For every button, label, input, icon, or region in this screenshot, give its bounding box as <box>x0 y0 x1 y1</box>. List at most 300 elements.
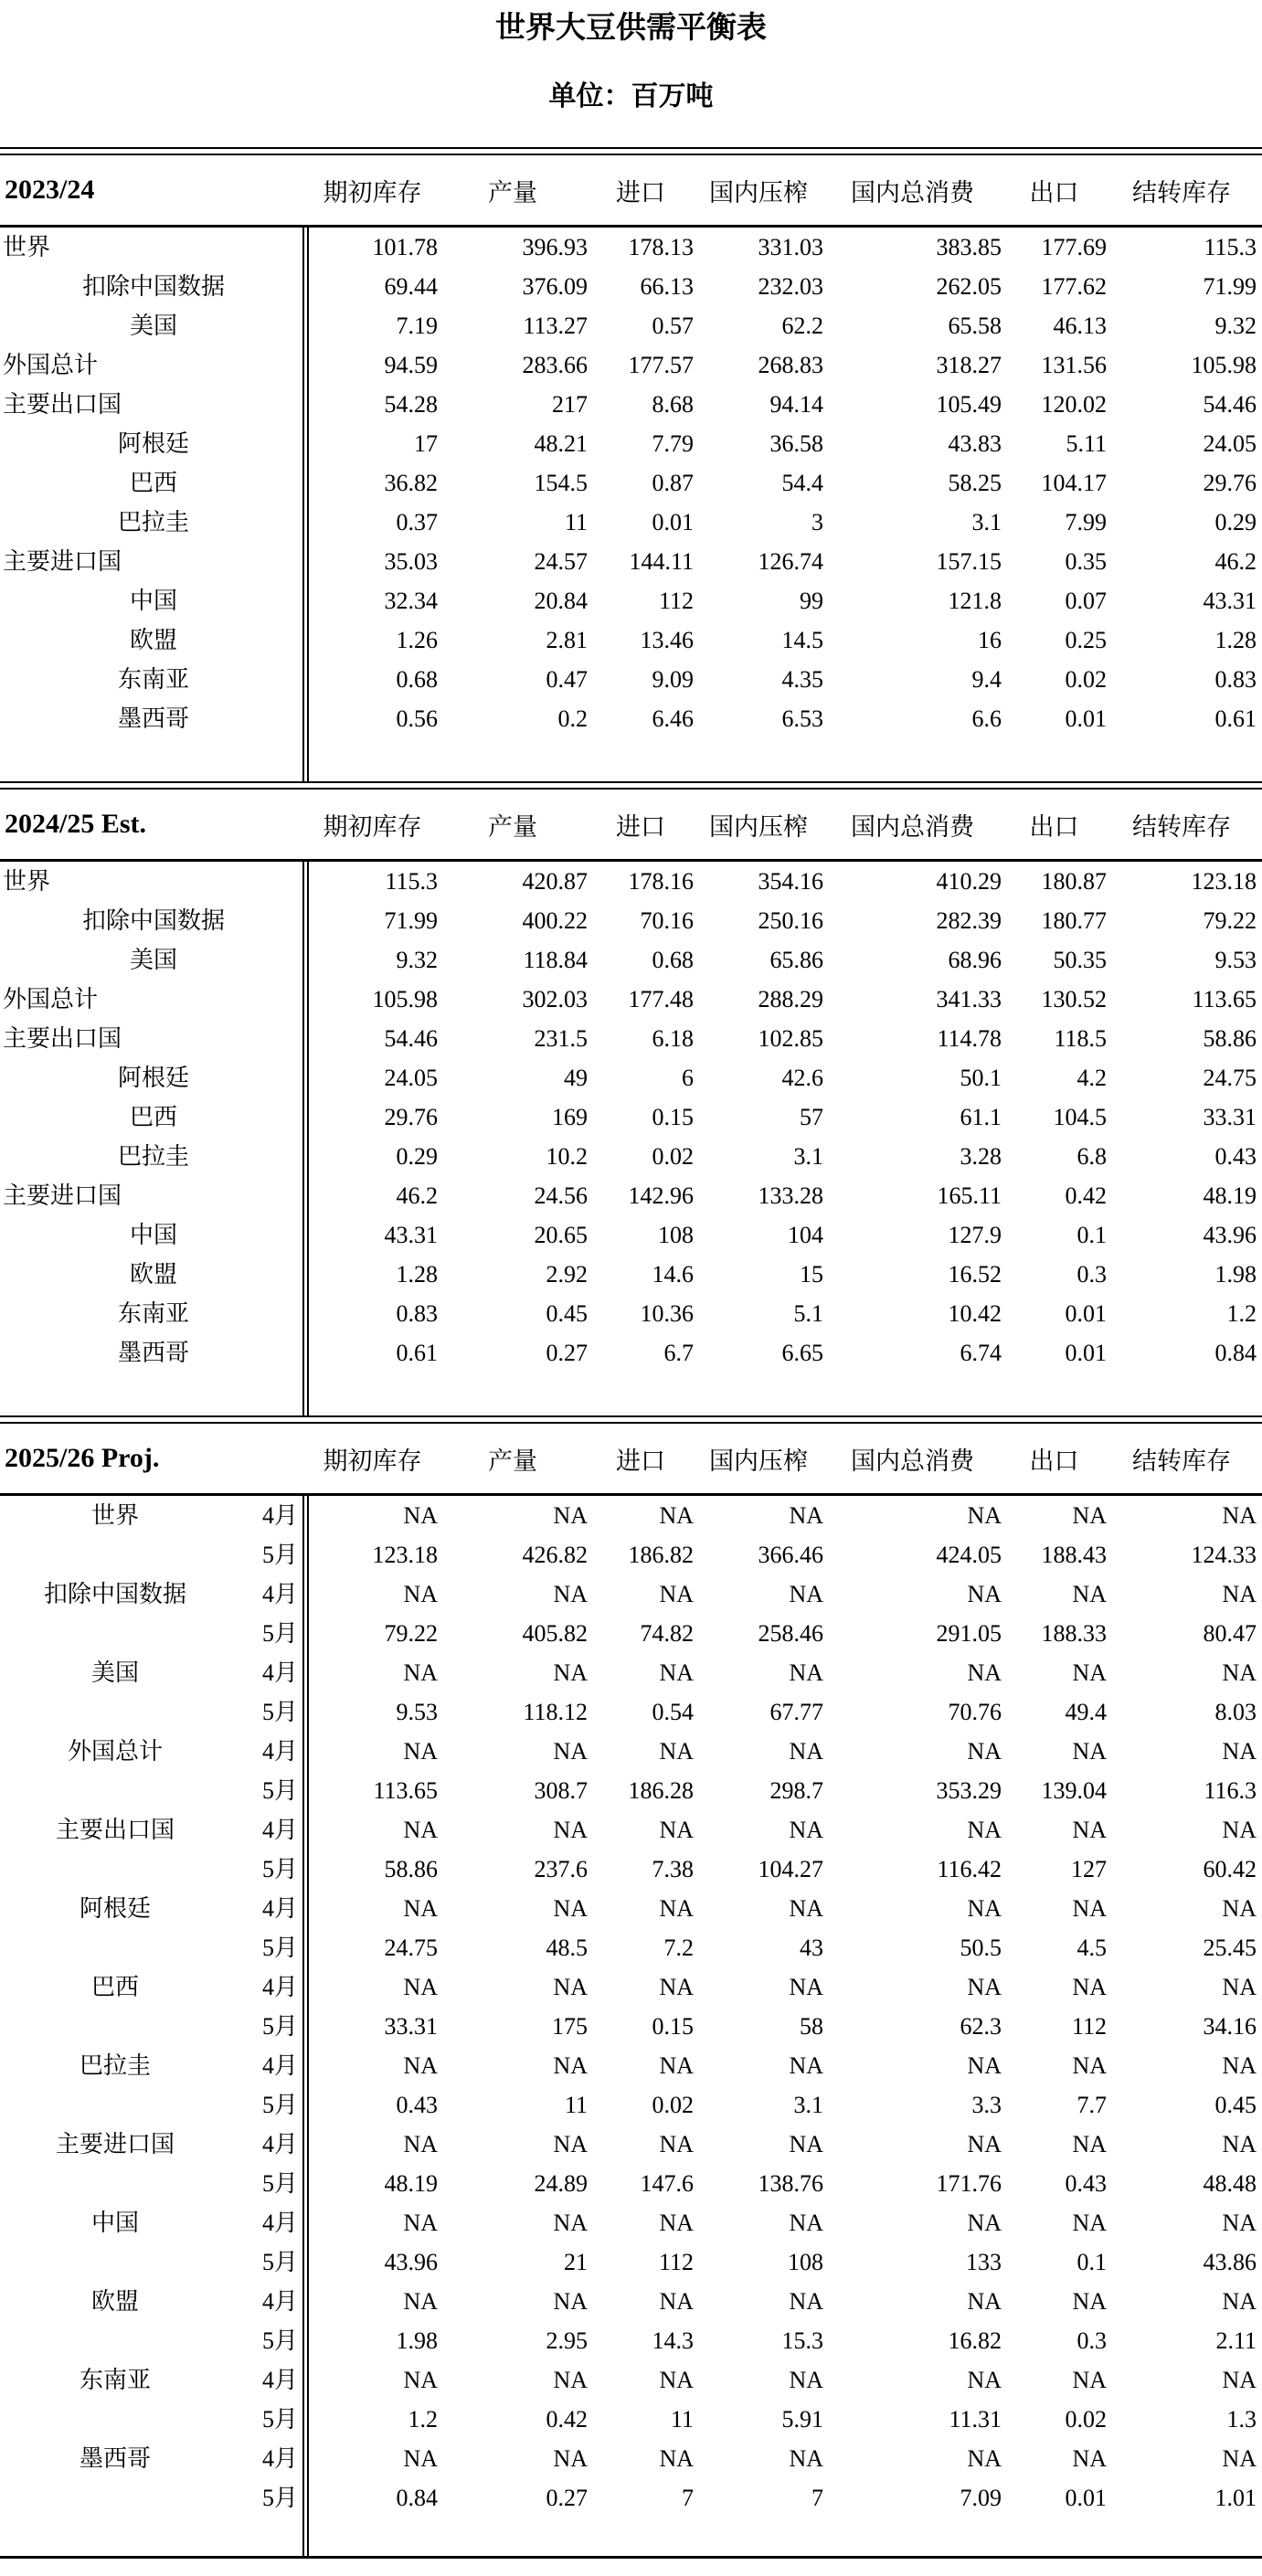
table-row <box>0 542 1257 581</box>
label-column-divider <box>302 1496 309 2556</box>
cell-value: 6.7 <box>663 1340 694 1366</box>
cell-value: NA <box>1222 1581 1257 1607</box>
cell-value: 0.15 <box>652 2013 694 2040</box>
cell-value: 268.83 <box>758 352 823 378</box>
cell-value: 34.16 <box>1203 2013 1257 2040</box>
row-label-cell <box>0 2400 307 2439</box>
cell-value: NA <box>1072 2445 1107 2472</box>
cell-value: NA <box>553 1817 588 1843</box>
cell-value: NA <box>659 1974 694 2000</box>
month-label: 4月 <box>261 2445 298 2472</box>
cell-value: NA <box>1222 2052 1257 2079</box>
table-row <box>0 2400 1257 2439</box>
column-header: 进口 <box>616 1447 665 1475</box>
cell-value: NA <box>403 2367 438 2393</box>
cell-value: 7.38 <box>652 1856 694 1882</box>
cell-value: 24.05 <box>384 1065 438 1091</box>
cell-value: 5.91 <box>781 2406 823 2433</box>
row-label: 扣除中国数据 <box>81 907 225 934</box>
cell-value: 9.09 <box>652 666 694 693</box>
cell-value: NA <box>553 2052 588 2079</box>
cell-value: 118.5 <box>1054 1025 1107 1052</box>
cell-value: NA <box>403 1502 438 1529</box>
column-header: 期初库存 <box>323 1447 422 1475</box>
cell-value: 308.7 <box>534 1777 588 1804</box>
cell-value: 0.2 <box>557 705 588 732</box>
cell-value: 118.84 <box>523 947 588 973</box>
cell-value: 46.2 <box>1214 548 1257 575</box>
row-label <box>0 2478 230 2518</box>
cell-value: 99 <box>800 588 823 614</box>
table-row <box>0 620 1257 660</box>
cell-value: NA <box>403 2052 438 2079</box>
cell-value: 178.13 <box>628 234 694 260</box>
row-label: 阿根廷 <box>117 1065 189 1091</box>
cell-value: 62.3 <box>960 2013 1002 2040</box>
month-label: 5月 <box>261 2170 298 2197</box>
cell-value: NA <box>967 2367 1002 2393</box>
row-label-cell <box>0 1771 307 1810</box>
table-row <box>0 1097 1257 1137</box>
cell-value: 318.27 <box>936 352 1002 378</box>
cell-value: 24.89 <box>534 2170 588 2197</box>
month-label: 5月 <box>261 2327 298 2354</box>
cell-value: NA <box>967 1738 1002 1765</box>
cell-value: 177.69 <box>1041 234 1107 260</box>
cell-value: 48.48 <box>1203 2170 1257 2197</box>
cell-value: 7 <box>682 2485 694 2511</box>
cell-value: 7.79 <box>652 430 694 457</box>
cell-value: NA <box>1222 1974 1257 2000</box>
cell-value: 29.76 <box>1203 470 1257 496</box>
table-row <box>0 1928 1257 1967</box>
row-label <box>0 1771 230 1810</box>
row-label: 主要出口国 <box>3 1025 122 1052</box>
cell-value: 43 <box>800 1935 823 1961</box>
month-label: 4月 <box>261 2367 298 2393</box>
cell-value: 104 <box>788 1222 823 1248</box>
unit-label: 单位：百万吨 <box>548 81 714 111</box>
cell-value: 58.86 <box>1203 1025 1257 1052</box>
cell-value: NA <box>1072 2052 1107 2079</box>
row-label: 欧盟 <box>129 1261 177 1288</box>
cell-value: NA <box>1222 2288 1257 2315</box>
cell-value: 43.31 <box>384 1222 438 1248</box>
cell-value: 43.31 <box>1203 588 1257 614</box>
cell-value: 16.52 <box>948 1261 1002 1288</box>
cell-value: 108 <box>788 2249 823 2275</box>
table-row <box>0 1771 1257 1810</box>
cell-value: 0.01 <box>1065 1300 1107 1327</box>
cell-value: NA <box>553 1659 588 1686</box>
cell-value: 66.13 <box>640 273 694 300</box>
cell-value: NA <box>1072 2131 1107 2157</box>
cell-value: NA <box>789 1974 823 2000</box>
month-label: 4月 <box>261 1895 298 1922</box>
cell-value: 2.11 <box>1215 2327 1257 2354</box>
cell-value: 15 <box>800 1261 823 1288</box>
cell-value: 7.99 <box>1065 509 1107 535</box>
cell-value: 0.61 <box>396 1340 438 1366</box>
row-label-cell <box>0 2125 307 2164</box>
cell-value: NA <box>1072 2367 1107 2393</box>
label-column-divider <box>302 228 309 781</box>
cell-value: NA <box>789 2288 823 2315</box>
row-label <box>0 2400 230 2439</box>
cell-value: NA <box>403 1659 438 1686</box>
cell-value: NA <box>1222 1895 1257 1922</box>
cell-value: NA <box>1222 1659 1257 1686</box>
cell-value: 54.28 <box>384 391 438 418</box>
cell-value: 123.18 <box>1191 868 1257 895</box>
table-row <box>0 306 1257 345</box>
cell-value: 7.19 <box>396 313 438 339</box>
cell-value: NA <box>553 1738 588 1765</box>
cell-value: 0.29 <box>396 1143 438 1170</box>
cell-value: NA <box>403 2131 438 2157</box>
cell-value: 8.03 <box>1214 1699 1257 1725</box>
cell-value: NA <box>1222 2210 1257 2236</box>
cell-value: 115.3 <box>1204 234 1257 260</box>
row-label: 美国 <box>90 1659 139 1686</box>
table-row <box>0 901 1257 940</box>
cell-value: 113.65 <box>1192 986 1257 1012</box>
cell-value: 46.2 <box>396 1182 438 1209</box>
table-row <box>0 1574 1257 1614</box>
section-2024-25 <box>0 781 1262 1415</box>
cell-value: NA <box>967 2288 1002 2315</box>
cell-value: 112 <box>658 2249 694 2275</box>
cell-value: NA <box>967 1895 1002 1922</box>
section-header-row <box>0 790 1257 859</box>
cell-value: NA <box>659 2210 694 2236</box>
cell-value: 4.2 <box>1076 1065 1107 1091</box>
cell-value: 0.1 <box>1076 2249 1107 2275</box>
section-body <box>0 862 1262 1415</box>
cell-value: 1.01 <box>1214 2485 1257 2511</box>
table-row <box>0 2046 1257 2085</box>
cell-value: 58.25 <box>948 470 1002 496</box>
table-row <box>0 1496 1257 1535</box>
cell-value: 7.7 <box>1076 2092 1107 2118</box>
cell-value: 298.7 <box>769 1777 823 1804</box>
month-label: 5月 <box>261 1856 298 1882</box>
row-label <box>0 1850 230 1889</box>
row-label: 世界 <box>90 1502 139 1529</box>
cell-value: 0.01 <box>1065 1340 1107 1366</box>
cell-value: 0.02 <box>1065 2406 1107 2433</box>
cell-value: 231.5 <box>534 1025 588 1052</box>
cell-value: NA <box>659 2445 694 2472</box>
row-label-cell <box>0 1496 307 1535</box>
cell-value: 24.05 <box>1203 430 1257 457</box>
month-label: 5月 <box>261 2249 298 2275</box>
cell-value: 0.07 <box>1065 588 1107 614</box>
cell-value: 68.96 <box>948 947 1002 973</box>
table-row <box>0 1019 1257 1058</box>
cell-value: 250.16 <box>758 907 823 934</box>
month-label: 4月 <box>261 2210 298 2236</box>
cell-value: 5.11 <box>1066 430 1107 457</box>
column-header: 期初库存 <box>323 178 422 207</box>
month-label: 5月 <box>261 1777 298 1804</box>
cell-value: 25.45 <box>1203 1935 1257 1961</box>
cell-value: 0.29 <box>1214 509 1257 535</box>
cell-value: 14.5 <box>781 627 823 653</box>
table-row <box>0 1810 1257 1850</box>
label-column-divider <box>302 862 309 1415</box>
cell-value: 7.2 <box>663 1935 694 1961</box>
cell-value: NA <box>967 1581 1002 1607</box>
row-label <box>0 1535 230 1574</box>
table-row <box>0 1255 1257 1294</box>
cell-value: NA <box>967 1817 1002 1843</box>
cell-value: 133 <box>966 2249 1002 2275</box>
cell-value: NA <box>659 2052 694 2079</box>
cell-value: 43.86 <box>1203 2249 1257 2275</box>
row-label-cell <box>0 1967 307 2007</box>
cell-value: 74.82 <box>640 1620 694 1647</box>
cell-value: 157.15 <box>936 548 1002 575</box>
cell-value: NA <box>789 2052 823 2079</box>
row-label-cell <box>0 1653 307 1692</box>
cell-value: 0.54 <box>652 1699 694 1725</box>
cell-value: 16 <box>978 627 1002 653</box>
cell-value: 67.77 <box>769 1699 823 1725</box>
cell-value: 165.11 <box>937 1182 1002 1209</box>
cell-value: 42.6 <box>781 1065 823 1091</box>
cell-value: NA <box>1222 1502 1257 1529</box>
cell-value: NA <box>789 1659 823 1686</box>
cell-value: 10.42 <box>948 1300 1002 1327</box>
table-row <box>0 267 1257 306</box>
cell-value: 4.35 <box>781 666 823 693</box>
cell-value: 0.61 <box>1214 705 1257 732</box>
table-row <box>0 345 1257 385</box>
row-label-cell <box>0 1574 307 1614</box>
cell-value: 0.47 <box>546 666 588 693</box>
cell-value: 14.3 <box>652 2327 694 2354</box>
table-row <box>0 2360 1257 2400</box>
cell-value: 94.59 <box>384 352 438 378</box>
cell-value: 0.68 <box>652 947 694 973</box>
cell-value: NA <box>967 1974 1002 2000</box>
balance-table <box>0 147 1262 2559</box>
table-row <box>0 503 1257 542</box>
cell-value: 0.84 <box>396 2485 438 2511</box>
cell-value: 49.4 <box>1065 1699 1107 1725</box>
cell-value: 71.99 <box>384 907 438 934</box>
row-label <box>0 2321 230 2360</box>
cell-value: NA <box>553 2210 588 2236</box>
section-top-rule <box>0 1415 1262 1424</box>
row-label <box>0 2007 230 2046</box>
cell-value: 353.29 <box>936 1777 1002 1804</box>
cell-value: NA <box>1072 1817 1107 1843</box>
column-header: 产量 <box>488 178 537 207</box>
cell-value: 50.35 <box>1053 947 1107 973</box>
row-label: 主要出口国 <box>55 1817 175 1843</box>
cell-value: 24.75 <box>1203 1065 1257 1091</box>
cell-value: 102.85 <box>758 1025 823 1052</box>
table-row <box>0 2007 1257 2046</box>
cell-value: 104.5 <box>1053 1104 1107 1130</box>
cell-value: 50.5 <box>960 1935 1002 1961</box>
cell-value: 71.99 <box>1203 273 1257 300</box>
cell-value: NA <box>1222 1817 1257 1843</box>
column-header: 进口 <box>616 178 665 207</box>
row-label <box>0 2085 230 2125</box>
row-label: 中国 <box>90 2210 139 2236</box>
cell-value: NA <box>553 2445 588 2472</box>
cell-value: 6.46 <box>652 705 694 732</box>
table-row <box>0 385 1257 424</box>
cell-value: 0.84 <box>1214 1340 1257 1366</box>
cell-value: NA <box>1072 1659 1107 1686</box>
column-header: 国内总消费 <box>851 178 974 207</box>
cell-value: 116.3 <box>1204 1777 1257 1804</box>
cell-value: 79.22 <box>384 1620 438 1647</box>
column-header: 进口 <box>616 812 665 841</box>
table-bottom-rule <box>0 2556 1262 2559</box>
month-label: 4月 <box>261 1502 298 1529</box>
row-label-cell <box>0 2164 307 2203</box>
cell-value: NA <box>403 1895 438 1922</box>
cell-value: 302.03 <box>522 986 588 1012</box>
cell-value: 57 <box>800 1104 823 1130</box>
cell-value: 0.43 <box>396 2092 438 2118</box>
cell-value: NA <box>789 2367 823 2393</box>
section-body <box>0 228 1262 781</box>
cell-value: NA <box>403 1817 438 1843</box>
row-label-cell <box>0 2360 307 2400</box>
cell-value: NA <box>1222 1738 1257 1765</box>
cell-value: 62.2 <box>781 313 823 339</box>
cell-value: 130.52 <box>1041 986 1107 1012</box>
cell-value: 6.65 <box>781 1340 823 1366</box>
cell-value: NA <box>659 1817 694 1843</box>
row-label: 欧盟 <box>129 627 177 653</box>
month-label: 4月 <box>261 1659 298 1686</box>
cell-value: NA <box>403 2445 438 2472</box>
cell-value: NA <box>789 1502 823 1529</box>
cell-value: 70.16 <box>640 907 694 934</box>
cell-value: 114.78 <box>937 1025 1002 1052</box>
cell-value: 405.82 <box>522 1620 588 1647</box>
month-label: 5月 <box>261 1542 298 1568</box>
cell-value: 29.76 <box>384 1104 438 1130</box>
cell-value: 48.19 <box>384 2170 438 2197</box>
column-header: 国内总消费 <box>851 1447 974 1475</box>
cell-value: 65.58 <box>948 313 1002 339</box>
row-label-cell <box>0 2321 307 2360</box>
column-header: 产量 <box>488 812 537 841</box>
cell-value: NA <box>659 1502 694 1529</box>
row-label: 外国总计 <box>3 352 99 378</box>
cell-value: 0.43 <box>1065 2170 1107 2197</box>
cell-value: 48.19 <box>1203 1182 1257 1209</box>
cell-value: 138.76 <box>758 2170 823 2197</box>
cell-value: 10.36 <box>640 1300 694 1327</box>
cell-value: 354.16 <box>758 868 823 895</box>
month-label: 5月 <box>261 1935 298 1961</box>
cell-value: 24.75 <box>384 1935 438 1961</box>
cell-value: 283.66 <box>522 352 588 378</box>
cell-value: 116.42 <box>937 1856 1002 1882</box>
row-label-cell <box>0 2439 307 2478</box>
cell-value: NA <box>1072 2288 1107 2315</box>
row-label-cell <box>0 1810 307 1850</box>
cell-value: 177.48 <box>628 986 694 1012</box>
cell-value: 217 <box>552 391 588 418</box>
cell-value: NA <box>967 2445 1002 2472</box>
row-label: 主要进口国 <box>55 2131 175 2157</box>
table-row <box>0 463 1257 503</box>
cell-value: 118.12 <box>523 1699 588 1725</box>
cell-value: 126.74 <box>758 548 823 575</box>
cell-value: 69.44 <box>384 273 438 300</box>
row-label: 外国总计 <box>67 1738 163 1765</box>
row-label: 外国总计 <box>3 986 99 1012</box>
table-row <box>0 1058 1257 1097</box>
cell-value: 0.02 <box>652 2092 694 2118</box>
table-row <box>0 424 1257 463</box>
row-label: 巴拉圭 <box>79 2052 151 2079</box>
cell-value: 113.65 <box>373 1777 438 1804</box>
row-label <box>0 2164 230 2203</box>
cell-value: NA <box>789 2445 823 2472</box>
cell-value: 124.33 <box>1191 1542 1257 1568</box>
month-label: 4月 <box>261 2052 298 2079</box>
cell-value: 3.1 <box>793 2092 823 2118</box>
row-label-cell <box>0 1889 307 1928</box>
page-title: 世界大豆供需平衡表 <box>495 12 767 45</box>
cell-value: 171.76 <box>936 2170 1002 2197</box>
cell-value: 376.09 <box>522 273 588 300</box>
table-row <box>0 2085 1257 2125</box>
cell-value: 6.53 <box>781 705 823 732</box>
row-label: 美国 <box>129 947 177 973</box>
section-period: 2023/24 <box>5 175 95 205</box>
month-label: 5月 <box>261 2092 298 2118</box>
column-header: 国内压榨 <box>709 812 808 841</box>
cell-value: 54.4 <box>781 470 823 496</box>
cell-value: NA <box>553 2131 588 2157</box>
row-label: 巴西 <box>90 1974 139 2000</box>
table-row <box>0 2242 1257 2282</box>
cell-value: 15.3 <box>781 2327 823 2354</box>
row-label: 美国 <box>129 313 177 339</box>
cell-value: 48.5 <box>546 1935 588 1961</box>
cell-value: 108 <box>658 1222 694 1248</box>
section-header-row <box>0 155 1257 225</box>
cell-value: 11 <box>564 2092 588 2118</box>
cell-value: NA <box>553 1974 588 2000</box>
cell-value: 7.09 <box>960 2485 1002 2511</box>
cell-value: NA <box>659 1895 694 1922</box>
cell-value: 0.35 <box>1065 548 1107 575</box>
cell-value: 6.6 <box>971 705 1002 732</box>
cell-value: 232.03 <box>758 273 823 300</box>
cell-value: 9.4 <box>971 666 1002 693</box>
month-label: 4月 <box>261 1817 298 1843</box>
cell-value: NA <box>789 1895 823 1922</box>
row-label: 主要进口国 <box>3 1182 122 1209</box>
cell-value: 237.6 <box>534 1856 588 1882</box>
cell-value: 1.2 <box>1226 1300 1257 1327</box>
section-period: 2025/26 Proj. <box>5 1443 160 1473</box>
table-row <box>0 2203 1257 2242</box>
